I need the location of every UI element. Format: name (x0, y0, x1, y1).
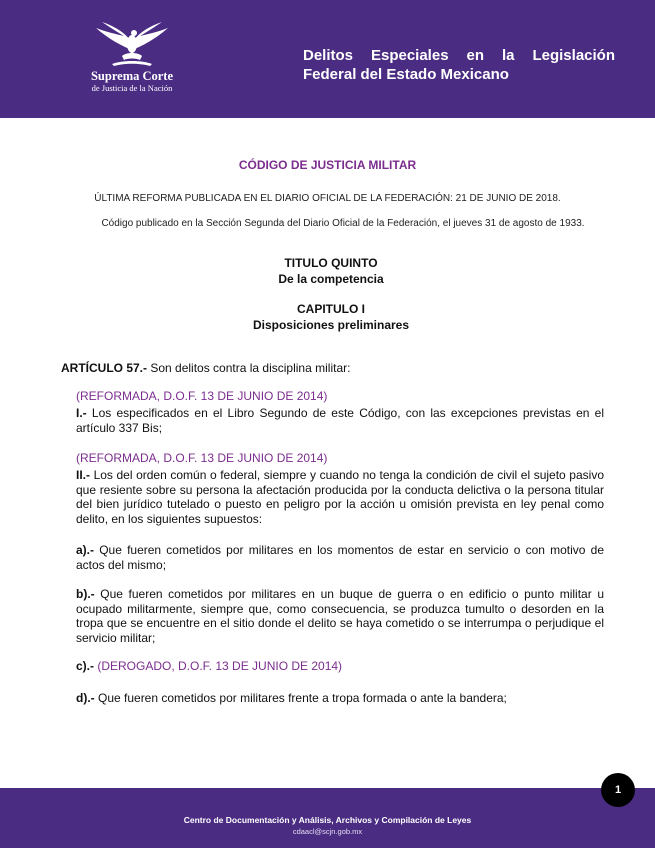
capitulo-label: CAPITULO I (297, 302, 365, 316)
subsection-text: Que fueren cometidos por militares en los momentos de estar en servicio o con motivo de actos del mismo; (76, 543, 604, 572)
subsection-a (76, 543, 604, 572)
derogated-note: (DEROGADO, D.O.F. 13 DE JUNIO DE 2014) (94, 659, 343, 673)
header-banner (0, 0, 655, 118)
fraction-ii (76, 468, 604, 526)
logo-subtitle: de Justicia de la Nación (91, 83, 173, 93)
publication-note: Código publicado en la Sección Segunda del Diario Oficial de la Federación, el jueves 31 de agosto de 1933. (101, 218, 585, 229)
footer-banner (0, 788, 655, 848)
chapter-heading (0, 301, 655, 333)
logo-name: Suprema Corte (90, 69, 174, 83)
header-title-line2: Federal del Estado Mexicano (303, 66, 509, 83)
article-label: ARTÍCULO 57.- (61, 361, 148, 375)
subsection-label: b).- (76, 587, 95, 601)
eagle-emblem-icon (92, 20, 172, 68)
reform-note: (REFORMADA, D.O.F. 13 DE JUNIO DE 2014) (76, 451, 328, 465)
footer-email[interactable]: cdaacl@scjn.gob.mx (292, 827, 363, 836)
subsection-label: c).- (76, 659, 94, 673)
scjn-logo (82, 20, 182, 93)
header-title-line1: Delitos Especiales en la Legislación (303, 47, 615, 64)
subsection-label: d).- (76, 691, 95, 705)
subsection-d (76, 691, 604, 706)
titulo-label: TITULO QUINTO (284, 256, 378, 270)
reform-note-2 (76, 451, 604, 466)
fraction-text: Los especificados en el Libro Segundo de este Código, con las excepciones previstas en el artículo 337 Bis; (76, 406, 604, 435)
subsection-text: Que fueren cometidos por militares en un buque de guerra o en edificio o punto militar u ocupado militarmente, siempre que, como consecuencia, se produzca tumulto o desorden en la tropa que se encuentre en el sitio donde el delito se haya cometido o se interrumpa o perjudique el servicio militar; (76, 587, 604, 645)
page-number-badge: 1 (601, 773, 635, 807)
reform-note-1 (76, 389, 604, 404)
article-text: Son delitos contra la disciplina militar: (147, 361, 351, 375)
reform-note: (REFORMADA, D.O.F. 13 DE JUNIO DE 2014) (76, 389, 328, 403)
article-heading (61, 361, 350, 375)
subsection-c (76, 659, 604, 674)
last-reform-note: ÚLTIMA REFORMA PUBLICADA EN EL DIARIO OFICIAL DE LA FEDERACIÓN: 21 DE JUNIO DE 2018. (94, 193, 561, 204)
fraction-i (76, 406, 604, 435)
titulo-subtitle: De la competencia (278, 272, 384, 286)
subsection-b (76, 587, 604, 645)
subsection-label: a).- (76, 543, 94, 557)
footer-center-name: Centro de Documentación y Análisis, Archivos y Compilación de Leyes (183, 815, 472, 825)
header-title (303, 46, 615, 84)
title-heading (0, 255, 655, 287)
document-title: CÓDIGO DE JUSTICIA MILITAR (238, 158, 417, 172)
fraction-label: I.- (76, 406, 87, 420)
fraction-label: II.- (76, 468, 90, 482)
capitulo-subtitle: Disposiciones preliminares (252, 318, 410, 332)
subsection-text: Que fueren cometidos por militares frente a tropa formada o ante la bandera; (94, 691, 507, 705)
fraction-text: Los del orden común o federal, siempre y cuando no tenga la condición de civil el sujeto pasivo que resiente sobre su persona la afectación producida por la conducta delictiva o la persona titular del bien jurídico tutelado o puesto en peligro por la acción u omisión prevista en ley penal como delito, en los siguientes supuestos: (76, 468, 604, 526)
